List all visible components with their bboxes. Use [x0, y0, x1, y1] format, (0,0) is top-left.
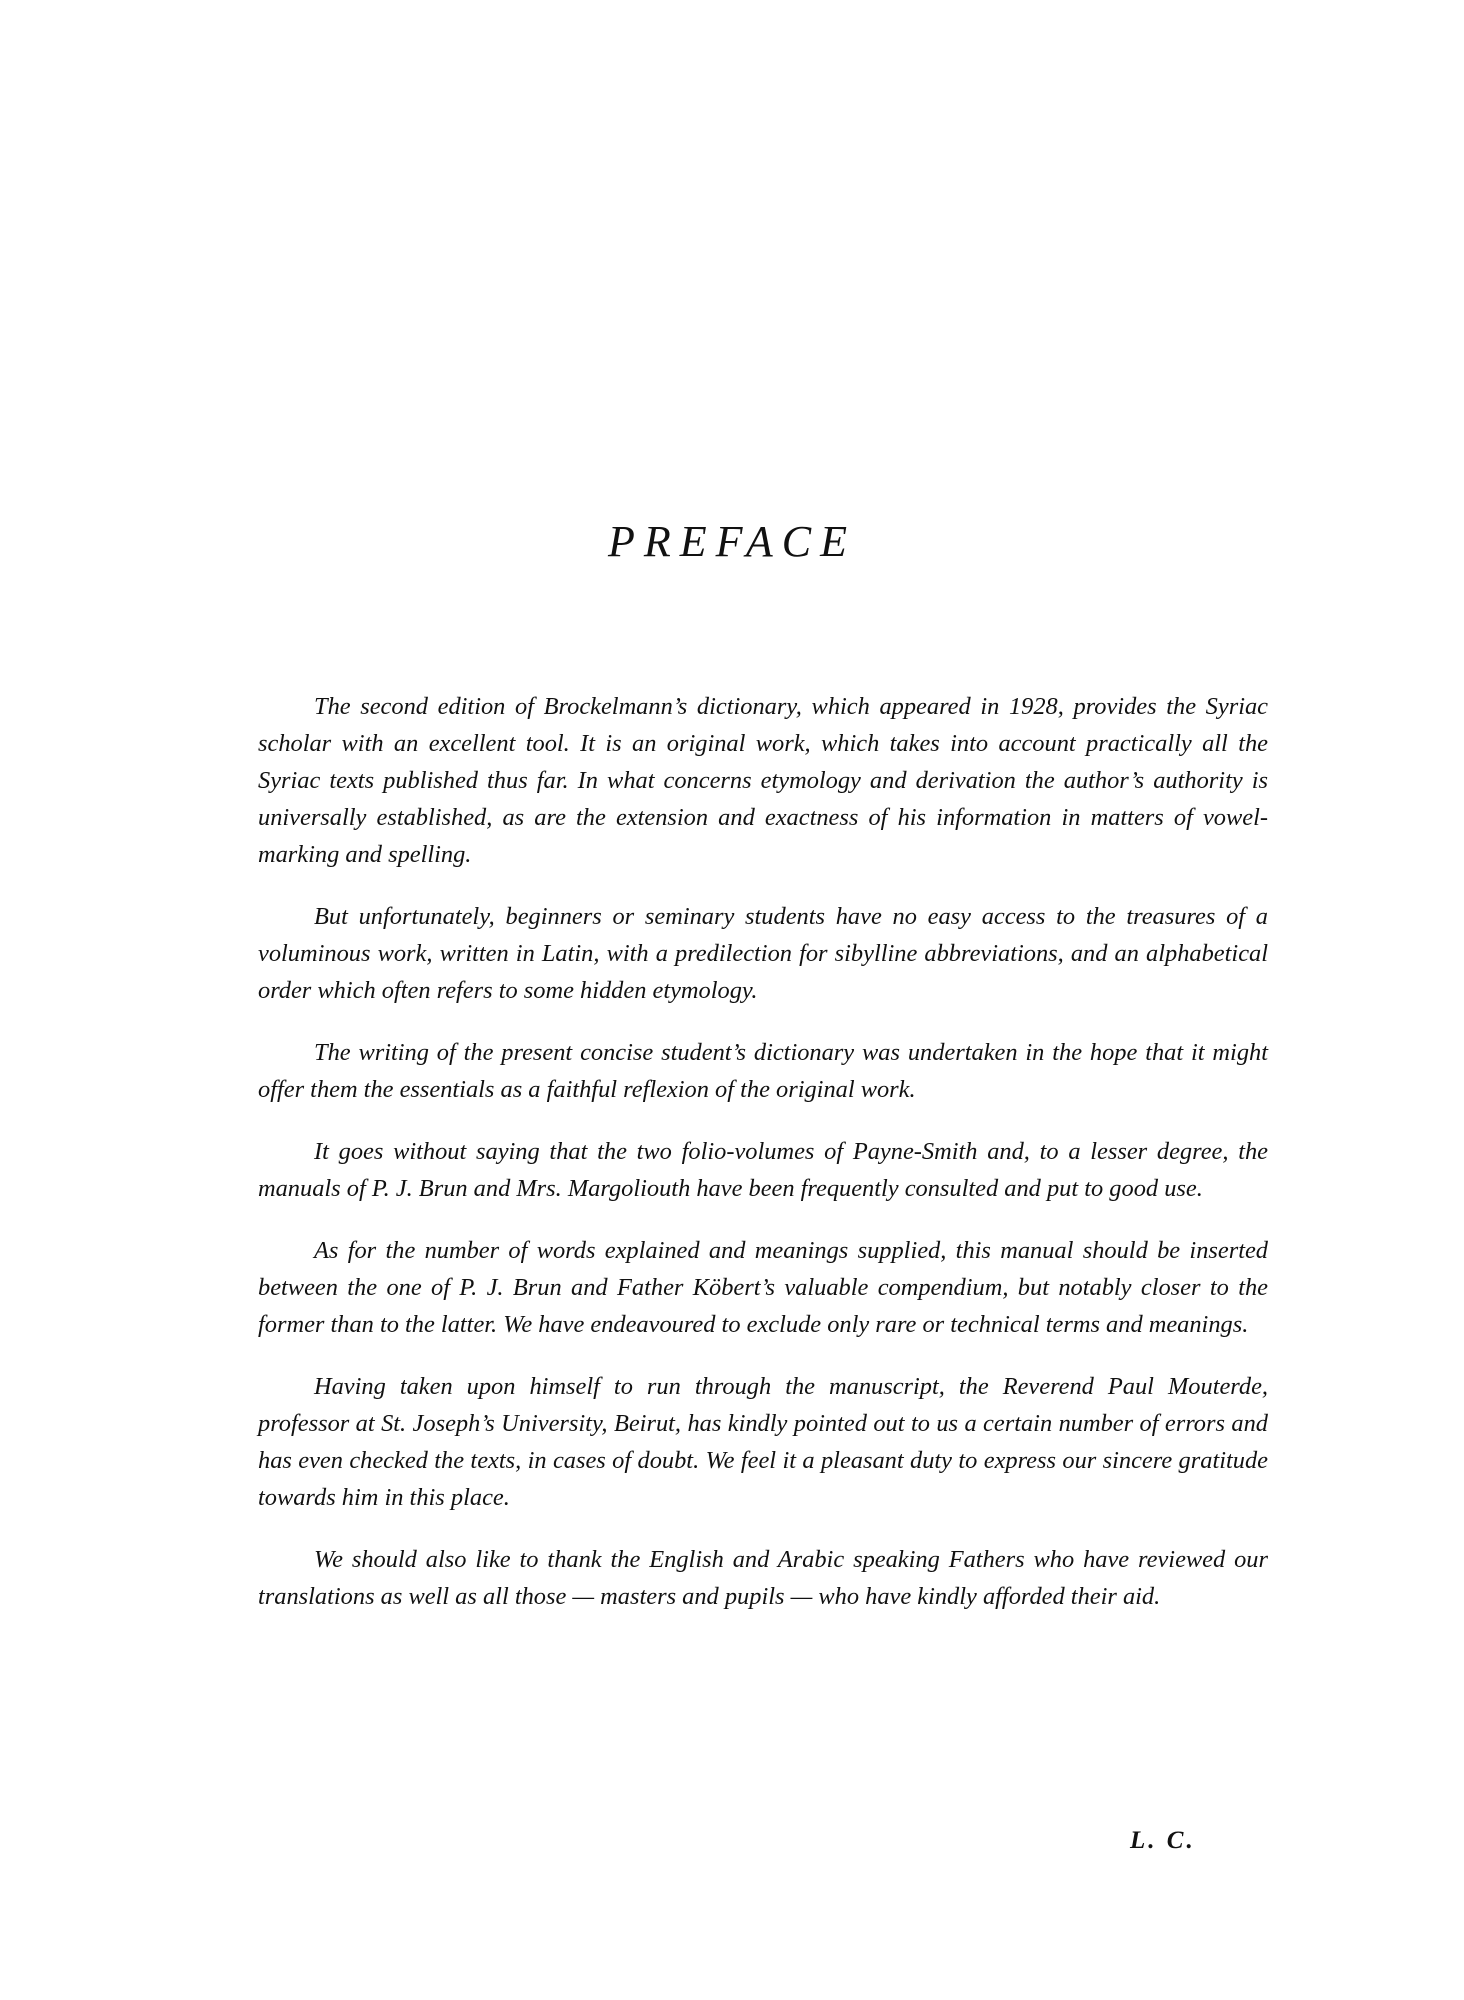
- paragraph-6: Having taken upon himself to run through the manuscript, the Reverend Paul Mouterde, professor at St. Joseph’s University, Beirut, has kindly pointed out to us a certain number of errors and has even checked the texts, in cases of doubt. We feel it a pleasant duty to express our sincere gratitude towards him in this place.: [258, 1373, 1268, 1511]
- paragraph-1: The second edition of Brockelmann’s dictionary, which appeared in 1928, provides the Syriac scholar with an excellent tool. It is an original work, which takes into account practically all the Syriac texts published thus far. In what concerns etymology and derivation the author’s authority is universally established, as are the extension and exactness of his information in matters of vowel-marking and spelling.: [258, 693, 1268, 868]
- paragraph-3: The writing of the present concise student’s dictionary was undertaken in the hope that it might offer them the essentials as a faithful reflexion of the original work.: [258, 1039, 1268, 1103]
- page-title: PREFACE: [608, 517, 856, 566]
- paragraph-2: But unfortunately, beginners or seminary students have no easy access to the treasures of a voluminous work, written in Latin, with a predilection for sibylline abbreviations, and an alphabetical order which often refers to some hidden etymology.: [258, 903, 1268, 1004]
- author-signature: L. C.: [1130, 1827, 1196, 1854]
- paragraph-5: As for the number of words explained and meanings supplied, this manual should be inserted between the one of P. J. Brun and Father Köbert’s valuable compendium, but notably closer to the former than to the latter. We have endeavoured to exclude only rare or technical terms and meanings.: [258, 1237, 1268, 1338]
- paragraph-7: We should also like to thank the English and Arabic speaking Fathers who have reviewed our translations as well as all those — masters and pupils — who have kindly afforded their aid.: [258, 1546, 1268, 1610]
- preface-body: [258, 688, 1268, 1640]
- paragraph-4: It goes without saying that the two folio-volumes of Payne-Smith and, to a lesser degree, the manuals of P. J. Brun and Mrs. Margoliouth have been frequently consulted and put to good use.: [258, 1138, 1268, 1202]
